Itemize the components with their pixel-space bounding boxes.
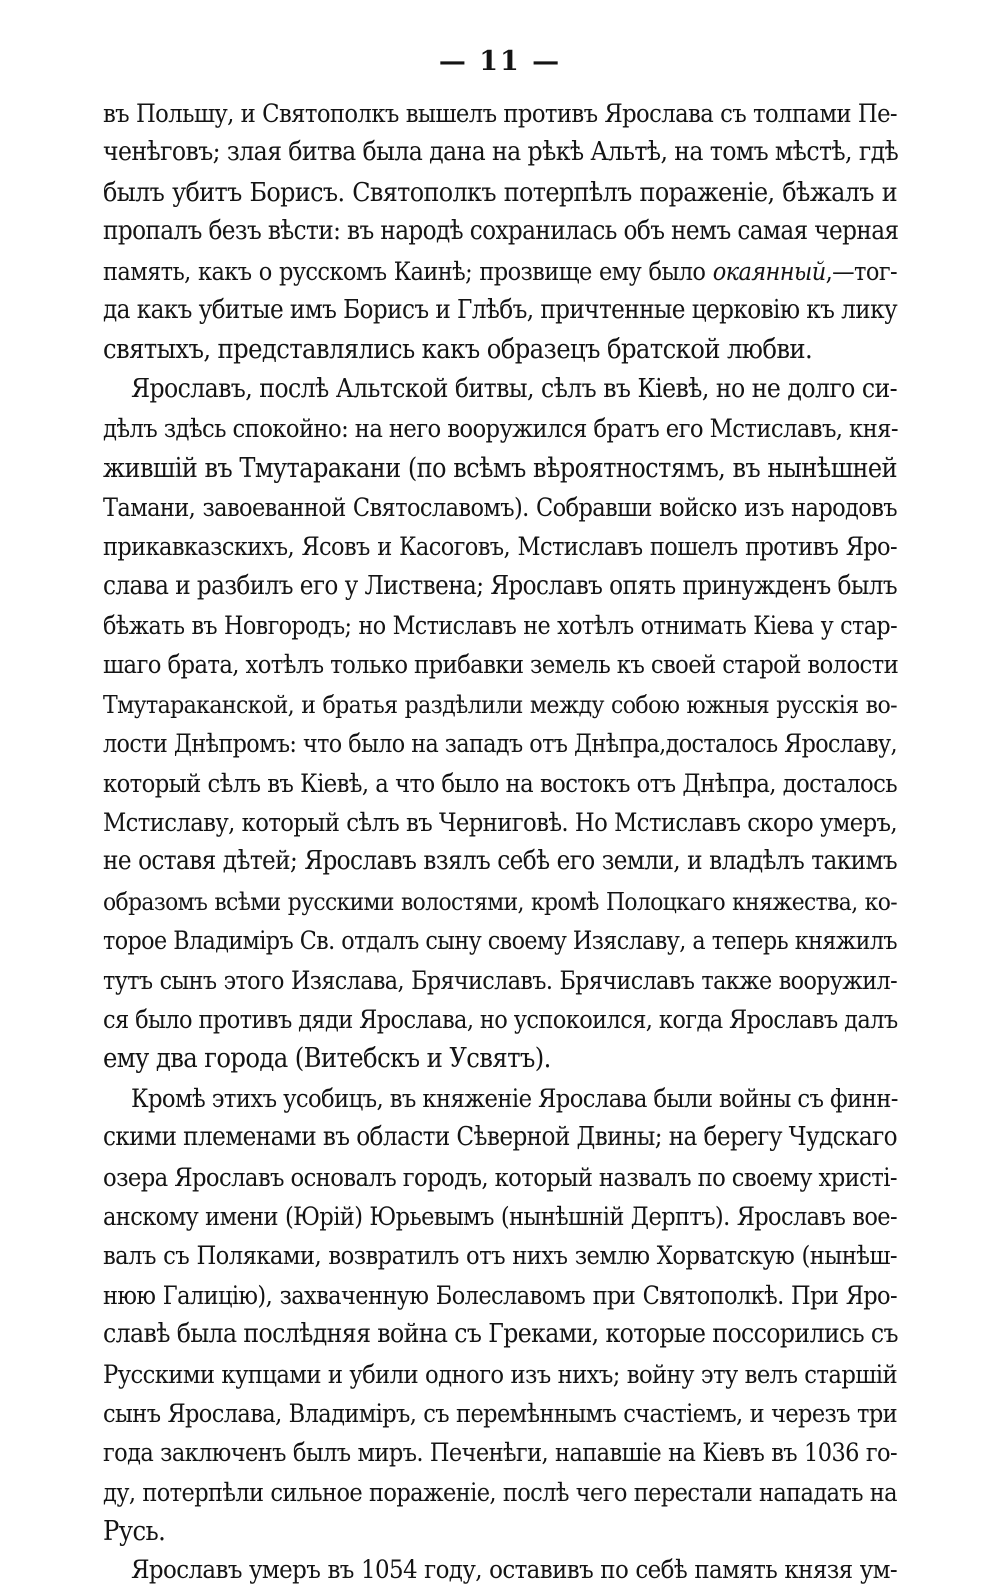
text-line: дѣлъ здѣсь спокойно: на него вооружился братъ его Мстиславъ, кня-	[103, 414, 898, 444]
text-line: валъ съ Поляками, возвратилъ отъ нихъ землю Хорватскую (нынѣш-	[103, 1241, 897, 1271]
text-line: жившій въ Тмутаракани (по всѣмъ вѣроятностямъ, въ нынѣшней	[103, 452, 897, 484]
text-line: торое Владиміръ Св. отдалъ сыну своему Изяславу, а теперь княжилъ	[103, 926, 897, 956]
text-line: ему два города (Витебскъ и Усвятъ).	[103, 1043, 551, 1075]
text-line: анскому имени (Юрій) Юрьевымъ (нынѣшній Дерптъ). Ярославъ вое-	[103, 1201, 897, 1231]
text-line: былъ убитъ Борисъ. Святополкъ потерпѣлъ пораженіе, бѣжалъ и	[103, 176, 897, 208]
text-line: да какъ убитые имъ Борисъ и Глѣбъ, причтенные церковію къ лику	[103, 294, 897, 325]
text-line: года заключенъ былъ миръ. Печенѣги, напавшіе на Кіевъ въ 1036 го-	[103, 1438, 897, 1468]
text-line: тутъ сынъ этого Изяслава, Брячиславъ. Брячиславъ также вооружил-	[103, 965, 897, 995]
text-line: ся было противъ дяди Ярослава, но успокоился, когда Ярославъ далъ	[103, 1004, 898, 1034]
text-span: память, какъ о русскомъ Каинѣ; прозвище ему было	[103, 256, 713, 286]
text-line: шаго брата, хотѣлъ только прибавки земель къ своей старой волости	[103, 650, 899, 680]
text-line: образомъ всѣми русскими волостями, кромѣ Полоцкаго княжества, ко-	[103, 886, 897, 916]
text-line: въ Польшу, и Святополкъ вышелъ противъ Ярослава съ толпами Пе-	[103, 99, 897, 128]
text-line: нюю Галицію), захваченную Болеславомъ при Святополкѣ. При Яро-	[103, 1280, 897, 1310]
body-text	[103, 94, 897, 1591]
page-number: — 11 —	[438, 46, 562, 77]
text-line: Тмутараканской, и братья раздѣлили между собою южныя русскія во-	[103, 689, 897, 719]
text-line: бѣжать въ Новгородъ; но Мстиславъ не хотѣлъ отнимать Кіева у стар-	[103, 611, 897, 641]
text-line	[103, 252, 897, 291]
text-line: ду, потерпѣли сильное пораженіе, послѣ чего перестали нападать на	[103, 1477, 897, 1507]
text-line: Кромѣ этихъ усобицъ, въ княженіе Ярослава были войны съ финн-	[131, 1083, 898, 1113]
text-line: Тамани, завоеванной Святославомъ). Собравши войско изъ народовъ	[103, 492, 897, 522]
text-line: святыхъ, представлялись какъ образецъ братской любви.	[103, 334, 813, 366]
text-line: скими племенами въ области Сѣверной Двины; на берегу Чудскаго	[103, 1122, 897, 1153]
text-line: Русскими купцами и убили одного изъ нихъ; войну эту велъ старшій	[103, 1359, 897, 1389]
text-line: слава и разбилъ его у Листвена; Ярославъ опять принужденъ былъ	[103, 570, 897, 601]
text-line: ченѣговъ; злая битва была дана на рѣкѣ Альтѣ, на томъ мѣстѣ, гдѣ	[103, 137, 899, 168]
text-line: прикавказскихъ, Ясовъ и Касоговъ, Мстиславъ пошелъ противъ Яро-	[103, 532, 897, 562]
text-line: не оставя дѣтей; Ярославъ взялъ себѣ его земли, и владѣлъ такимъ	[103, 846, 897, 877]
italic-word: окаянный	[712, 256, 826, 286]
text-line: славѣ была послѣдняя война съ Греками, которые поссорились съ	[103, 1319, 898, 1350]
text-line: лости Днѣпромъ: что было на западъ отъ Днѣпра,досталось Ярославу,	[103, 729, 897, 759]
text-span: ,—тог-	[825, 256, 897, 286]
text-line: Русь.	[103, 1516, 166, 1548]
text-line: Ярославъ умеръ въ 1054 году, оставивъ по себѣ память князя ум-	[131, 1555, 897, 1586]
text-line: озера Ярославъ основалъ городъ, который назвалъ по своему христі-	[103, 1162, 897, 1192]
text-line: который сѣлъ въ Кіевѣ, а что было на востокъ отъ Днѣпра, досталось	[103, 768, 897, 798]
text-line: сынъ Ярослава, Владиміръ, съ перемѣннымъ счастіемъ, и черезъ три	[103, 1398, 897, 1428]
text-line: Ярославъ, послѣ Альтской битвы, сѣлъ въ Кіевѣ, но не долго си-	[131, 373, 897, 404]
text-line: пропалъ безъ вѣсти: въ народѣ сохранилась объ немъ самая черная	[103, 216, 899, 247]
text-line: Мстиславу, который сѣлъ въ Черниговѣ. Но Мстиславъ скоро умеръ,	[103, 808, 897, 838]
